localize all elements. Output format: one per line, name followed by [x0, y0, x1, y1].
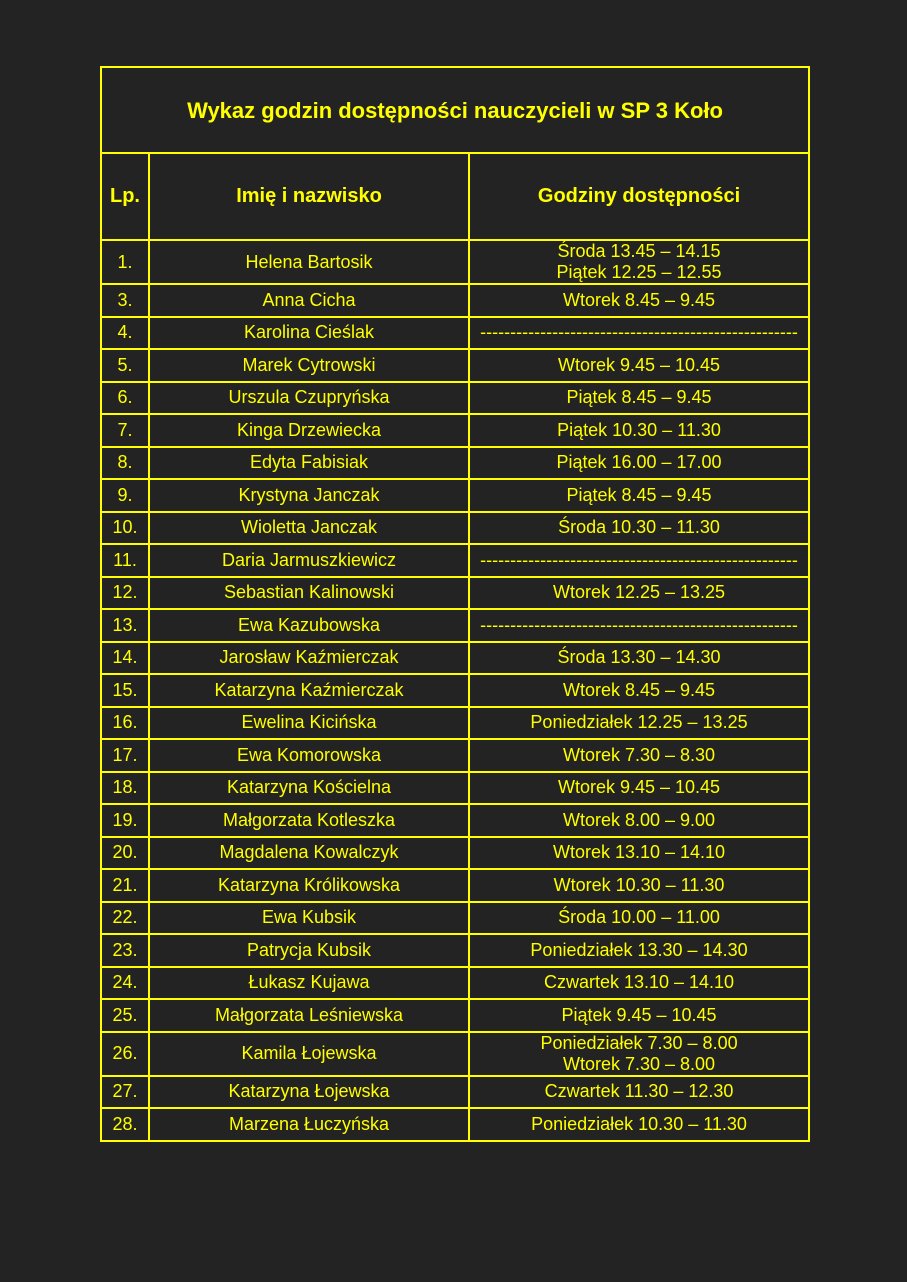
table-row	[101, 1076, 809, 1109]
teacher-name: Łukasz Kujawa	[149, 967, 469, 1000]
table-row	[101, 869, 809, 902]
column-header-number: Lp.	[101, 153, 149, 240]
availability-hours-line: Wtorek 7.30 – 8.00	[562, 1053, 716, 1074]
table-row	[101, 837, 809, 870]
availability-hours-line: Wtorek 13.10 – 14.10	[552, 842, 726, 863]
table-row	[101, 544, 809, 577]
table-row	[101, 609, 809, 642]
table-row	[101, 284, 809, 317]
teacher-name: Wioletta Janczak	[149, 512, 469, 545]
row-number: 5.	[101, 349, 149, 382]
availability-hours	[469, 642, 809, 675]
table-row	[101, 934, 809, 967]
availability-hours	[469, 577, 809, 610]
row-number: 14.	[101, 642, 149, 675]
row-number: 18.	[101, 772, 149, 805]
availability-hours	[469, 414, 809, 447]
teacher-name: Sebastian Kalinowski	[149, 577, 469, 610]
table-row	[101, 447, 809, 480]
column-header-name: Imię i nazwisko	[149, 153, 469, 240]
availability-hours	[469, 902, 809, 935]
teacher-name: Ewa Komorowska	[149, 739, 469, 772]
availability-hours	[469, 869, 809, 902]
table-row	[101, 1032, 809, 1076]
availability-hours-line: Poniedziałek 12.25 – 13.25	[530, 712, 748, 733]
row-number: 9.	[101, 479, 149, 512]
teacher-name: Anna Cicha	[149, 284, 469, 317]
column-header-hours: Godziny dostępności	[469, 153, 809, 240]
availability-hours-line: Wtorek 9.45 – 10.45	[557, 354, 721, 375]
row-number: 28.	[101, 1108, 149, 1141]
table-row	[101, 902, 809, 935]
header-row	[101, 153, 809, 240]
row-number: 13.	[101, 609, 149, 642]
availability-hours	[469, 609, 809, 642]
table-row	[101, 739, 809, 772]
table-row	[101, 642, 809, 675]
teacher-name: Ewelina Kicińska	[149, 707, 469, 740]
row-number: 20.	[101, 837, 149, 870]
row-number: 22.	[101, 902, 149, 935]
availability-hours-line: Piątek 8.45 – 9.45	[566, 484, 712, 505]
teacher-name: Katarzyna Kaźmierczak	[149, 674, 469, 707]
teacher-name: Kamila Łojewska	[149, 1032, 469, 1076]
row-number: 17.	[101, 739, 149, 772]
document-title: Wykaz godzin dostępności nauczycieli w SP 3 Koło	[101, 67, 809, 153]
table-row	[101, 577, 809, 610]
availability-hours	[469, 999, 809, 1032]
row-number: 15.	[101, 674, 149, 707]
availability-hours-line: Środa 13.30 – 14.30	[557, 647, 721, 668]
availability-hours	[469, 240, 809, 284]
availability-hours	[469, 447, 809, 480]
availability-hours-line: Czwartek 11.30 – 12.30	[544, 1081, 734, 1102]
teacher-name: Krystyna Janczak	[149, 479, 469, 512]
availability-hours-line: Wtorek 12.25 – 13.25	[552, 582, 726, 603]
availability-hours	[469, 837, 809, 870]
row-number: 25.	[101, 999, 149, 1032]
teacher-name: Helena Bartosik	[149, 240, 469, 284]
teacher-name: Karolina Cieślak	[149, 317, 469, 350]
table-row	[101, 414, 809, 447]
row-number: 26.	[101, 1032, 149, 1076]
teacher-name: Ewa Kubsik	[149, 902, 469, 935]
teacher-name: Małgorzata Leśniewska	[149, 999, 469, 1032]
row-number: 12.	[101, 577, 149, 610]
teacher-name: Edyta Fabisiak	[149, 447, 469, 480]
availability-hours-line: Wtorek 8.00 – 9.00	[562, 809, 716, 830]
availability-hours-line: -----------------------------------------------------	[480, 322, 798, 343]
availability-hours-line: Wtorek 9.45 – 10.45	[557, 777, 721, 798]
teacher-name: Małgorzata Kotleszka	[149, 804, 469, 837]
availability-hours-line: Środa 13.45 – 14.15	[557, 241, 721, 261]
availability-hours-line: Wtorek 8.45 – 9.45	[562, 679, 716, 700]
availability-hours-line: -----------------------------------------------------	[480, 549, 798, 570]
title-row	[101, 67, 809, 153]
row-number: 3.	[101, 284, 149, 317]
row-number: 27.	[101, 1076, 149, 1109]
teacher-name: Urszula Czupryńska	[149, 382, 469, 415]
table-body	[101, 67, 809, 1141]
availability-hours-line: Środa 10.30 – 11.30	[558, 517, 720, 538]
availability-hours-line: -----------------------------------------------------	[480, 614, 798, 635]
table-row	[101, 349, 809, 382]
row-number: 10.	[101, 512, 149, 545]
row-number: 6.	[101, 382, 149, 415]
table-row	[101, 479, 809, 512]
row-number: 7.	[101, 414, 149, 447]
table-row	[101, 240, 809, 284]
availability-hours-line: Piątek 8.45 – 9.45	[566, 387, 712, 408]
teacher-name: Kinga Drzewiecka	[149, 414, 469, 447]
availability-hours	[469, 707, 809, 740]
teacher-name: Katarzyna Łojewska	[149, 1076, 469, 1109]
row-number: 4.	[101, 317, 149, 350]
availability-hours	[469, 382, 809, 415]
table-row	[101, 967, 809, 1000]
teacher-name: Marek Cytrowski	[149, 349, 469, 382]
availability-hours-line: Wtorek 8.45 – 9.45	[562, 289, 716, 310]
teacher-name: Katarzyna Kościelna	[149, 772, 469, 805]
table-row	[101, 707, 809, 740]
availability-hours	[469, 317, 809, 350]
availability-hours-line: Poniedziałek 13.30 – 14.30	[530, 939, 748, 960]
teacher-name: Magdalena Kowalczyk	[149, 837, 469, 870]
availability-hours	[469, 479, 809, 512]
availability-hours-line: Wtorek 10.30 – 11.30	[553, 874, 725, 895]
availability-hours-line: Środa 10.00 – 11.00	[558, 907, 720, 928]
row-number: 16.	[101, 707, 149, 740]
row-number: 24.	[101, 967, 149, 1000]
availability-hours-line: Wtorek 7.30 – 8.30	[562, 744, 716, 765]
row-number: 11.	[101, 544, 149, 577]
availability-hours	[469, 544, 809, 577]
row-number: 8.	[101, 447, 149, 480]
table-row	[101, 674, 809, 707]
row-number: 21.	[101, 869, 149, 902]
teacher-name: Jarosław Kaźmierczak	[149, 642, 469, 675]
availability-hours	[469, 284, 809, 317]
availability-hours	[469, 739, 809, 772]
availability-hours	[469, 1032, 809, 1076]
row-number: 23.	[101, 934, 149, 967]
availability-hours	[469, 512, 809, 545]
availability-hours	[469, 1108, 809, 1141]
table-row	[101, 1108, 809, 1141]
teacher-name: Katarzyna Królikowska	[149, 869, 469, 902]
availability-hours-line: Piątek 10.30 – 11.30	[557, 419, 721, 440]
table-row	[101, 772, 809, 805]
table-row	[101, 999, 809, 1032]
availability-hours-line: Poniedziałek 10.30 – 11.30	[531, 1113, 747, 1134]
availability-hours	[469, 772, 809, 805]
availability-hours-line: Poniedziałek 7.30 – 8.00	[540, 1032, 738, 1053]
teacher-name: Marzena Łuczyńska	[149, 1108, 469, 1141]
availability-hours-line: Piątek 16.00 – 17.00	[556, 452, 722, 473]
availability-hours	[469, 804, 809, 837]
availability-hours	[469, 1076, 809, 1109]
availability-hours	[469, 674, 809, 707]
table-row	[101, 804, 809, 837]
availability-hours-line: Czwartek 13.10 – 14.10	[543, 972, 735, 993]
teacher-name: Ewa Kazubowska	[149, 609, 469, 642]
teacher-name: Daria Jarmuszkiewicz	[149, 544, 469, 577]
table-row	[101, 512, 809, 545]
availability-hours	[469, 967, 809, 1000]
availability-hours-line: Piątek 12.25 – 12.55	[556, 262, 722, 282]
row-number: 1.	[101, 240, 149, 284]
availability-hours	[469, 349, 809, 382]
teacher-name: Patrycja Kubsik	[149, 934, 469, 967]
availability-hours-line: Piątek 9.45 – 10.45	[561, 1004, 717, 1025]
availability-table	[100, 66, 810, 1142]
table-row	[101, 382, 809, 415]
table-row	[101, 317, 809, 350]
availability-hours	[469, 934, 809, 967]
row-number: 19.	[101, 804, 149, 837]
